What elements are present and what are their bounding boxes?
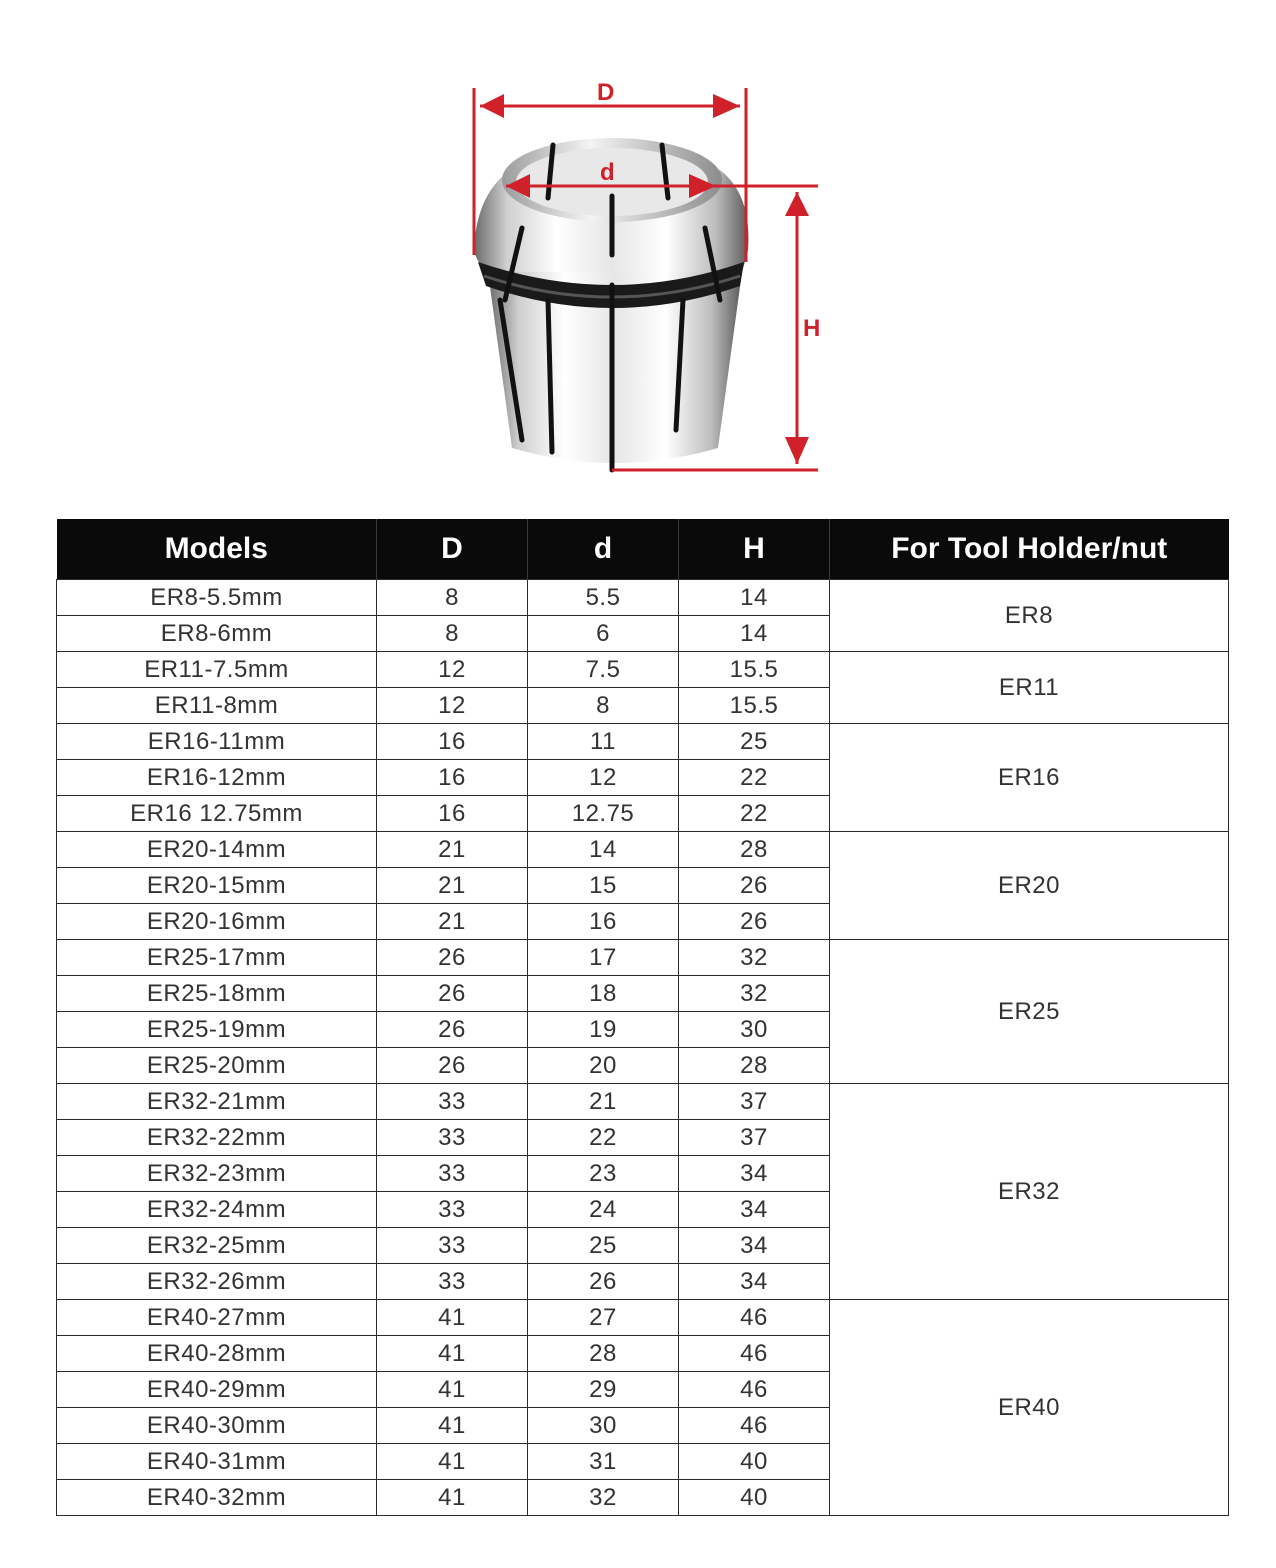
header-models: Models (57, 519, 377, 580)
tool-holder-cell: ER11 (830, 652, 1229, 724)
outer-diameter-cell: 41 (377, 1408, 528, 1444)
height-cell: 30 (679, 1012, 830, 1048)
inner-diameter-cell: 24 (528, 1192, 679, 1228)
model-cell: ER25-19mm (57, 1012, 377, 1048)
header-height: H (679, 519, 830, 580)
inner-diameter-cell: 28 (528, 1336, 679, 1372)
inner-diameter-cell: 6 (528, 616, 679, 652)
outer-diameter-cell: 21 (377, 832, 528, 868)
tool-holder-cell: ER25 (830, 940, 1229, 1084)
outer-diameter-cell: 16 (377, 724, 528, 760)
outer-diameter-cell: 33 (377, 1228, 528, 1264)
outer-diameter-cell: 41 (377, 1372, 528, 1408)
outer-diameter-cell: 16 (377, 796, 528, 832)
height-cell: 37 (679, 1084, 830, 1120)
table-row (57, 1300, 1229, 1336)
model-cell: ER20-15mm (57, 868, 377, 904)
model-cell: ER20-16mm (57, 904, 377, 940)
height-cell: 34 (679, 1192, 830, 1228)
height-cell: 15.5 (679, 688, 830, 724)
inner-diameter-cell: 19 (528, 1012, 679, 1048)
inner-diameter-cell: 18 (528, 976, 679, 1012)
height-cell: 28 (679, 832, 830, 868)
model-cell: ER11-8mm (57, 688, 377, 724)
outer-diameter-cell: 41 (377, 1444, 528, 1480)
model-cell: ER32-22mm (57, 1120, 377, 1156)
inner-diameter-cell: 11 (528, 724, 679, 760)
outer-diameter-cell: 12 (377, 652, 528, 688)
collet-image (474, 138, 748, 470)
height-cell: 40 (679, 1480, 830, 1516)
inner-diameter-cell: 17 (528, 940, 679, 976)
height-cell: 46 (679, 1336, 830, 1372)
model-cell: ER40-28mm (57, 1336, 377, 1372)
model-cell: ER20-14mm (57, 832, 377, 868)
model-cell: ER32-21mm (57, 1084, 377, 1120)
tool-holder-cell: ER32 (830, 1084, 1229, 1300)
model-cell: ER11-7.5mm (57, 652, 377, 688)
height-cell: 14 (679, 616, 830, 652)
inner-diameter-cell: 31 (528, 1444, 679, 1480)
outer-diameter-cell: 26 (377, 1048, 528, 1084)
collet-spec-table (56, 519, 1229, 1516)
inner-diameter-cell: 26 (528, 1264, 679, 1300)
inner-diameter-cell: 27 (528, 1300, 679, 1336)
height-cell: 40 (679, 1444, 830, 1480)
outer-diameter-cell: 33 (377, 1156, 528, 1192)
table-header-row (57, 519, 1229, 580)
inner-diameter-cell: 25 (528, 1228, 679, 1264)
tool-holder-cell: ER16 (830, 724, 1229, 832)
table-row (57, 1084, 1229, 1120)
table-row (57, 652, 1229, 688)
model-cell: ER40-30mm (57, 1408, 377, 1444)
tool-holder-cell: ER20 (830, 832, 1229, 940)
height-cell: 34 (679, 1156, 830, 1192)
model-cell: ER16-11mm (57, 724, 377, 760)
height-cell: 46 (679, 1408, 830, 1444)
table-body (57, 580, 1229, 1516)
inner-diameter-cell: 12 (528, 760, 679, 796)
height-cell: 26 (679, 868, 830, 904)
height-cell: 14 (679, 580, 830, 616)
model-cell: ER32-25mm (57, 1228, 377, 1264)
outer-diameter-cell: 41 (377, 1336, 528, 1372)
inner-diameter-cell: 32 (528, 1480, 679, 1516)
inner-diameter-cell: 21 (528, 1084, 679, 1120)
inner-diameter-cell: 7.5 (528, 652, 679, 688)
header-outer-diameter: D (377, 519, 528, 580)
outer-diameter-cell: 26 (377, 940, 528, 976)
collet-diagram (0, 0, 1276, 500)
outer-diameter-cell: 41 (377, 1300, 528, 1336)
dimension-label-H: H (803, 315, 821, 342)
header-tool-holder: For Tool Holder/nut (830, 519, 1229, 580)
outer-diameter-cell: 21 (377, 904, 528, 940)
height-cell: 22 (679, 796, 830, 832)
model-cell: ER16-12mm (57, 760, 377, 796)
inner-diameter-cell: 8 (528, 688, 679, 724)
inner-diameter-cell: 29 (528, 1372, 679, 1408)
height-cell: 28 (679, 1048, 830, 1084)
dimension-label-d: d (600, 159, 615, 186)
inner-diameter-cell: 30 (528, 1408, 679, 1444)
outer-diameter-cell: 16 (377, 760, 528, 796)
model-cell: ER16 12.75mm (57, 796, 377, 832)
model-cell: ER32-24mm (57, 1192, 377, 1228)
table-row (57, 580, 1229, 616)
outer-diameter-cell: 33 (377, 1192, 528, 1228)
height-cell: 26 (679, 904, 830, 940)
height-cell: 46 (679, 1300, 830, 1336)
outer-diameter-cell: 8 (377, 616, 528, 652)
model-cell: ER25-20mm (57, 1048, 377, 1084)
model-cell: ER40-31mm (57, 1444, 377, 1480)
inner-diameter-cell: 5.5 (528, 580, 679, 616)
outer-diameter-cell: 26 (377, 976, 528, 1012)
height-cell: 46 (679, 1372, 830, 1408)
dimension-label-D: D (597, 79, 615, 106)
height-cell: 15.5 (679, 652, 830, 688)
height-cell: 34 (679, 1228, 830, 1264)
inner-diameter-cell: 15 (528, 868, 679, 904)
outer-diameter-cell: 8 (377, 580, 528, 616)
model-cell: ER8-6mm (57, 616, 377, 652)
model-cell: ER40-27mm (57, 1300, 377, 1336)
outer-diameter-cell: 21 (377, 868, 528, 904)
height-cell: 32 (679, 976, 830, 1012)
outer-diameter-cell: 26 (377, 1012, 528, 1048)
outer-diameter-cell: 33 (377, 1084, 528, 1120)
height-cell: 34 (679, 1264, 830, 1300)
tool-holder-cell: ER8 (830, 580, 1229, 652)
header-inner-diameter: d (528, 519, 679, 580)
inner-diameter-cell: 22 (528, 1120, 679, 1156)
inner-diameter-cell: 23 (528, 1156, 679, 1192)
model-cell: ER25-18mm (57, 976, 377, 1012)
height-cell: 25 (679, 724, 830, 760)
outer-diameter-cell: 33 (377, 1264, 528, 1300)
outer-diameter-cell: 33 (377, 1120, 528, 1156)
tool-holder-cell: ER40 (830, 1300, 1229, 1516)
height-cell: 22 (679, 760, 830, 796)
height-cell: 37 (679, 1120, 830, 1156)
model-cell: ER8-5.5mm (57, 580, 377, 616)
inner-diameter-cell: 12.75 (528, 796, 679, 832)
table-row (57, 832, 1229, 868)
table-row (57, 940, 1229, 976)
height-cell: 32 (679, 940, 830, 976)
outer-diameter-cell: 41 (377, 1480, 528, 1516)
model-cell: ER32-26mm (57, 1264, 377, 1300)
outer-diameter-cell: 12 (377, 688, 528, 724)
model-cell: ER25-17mm (57, 940, 377, 976)
inner-diameter-cell: 16 (528, 904, 679, 940)
model-cell: ER40-32mm (57, 1480, 377, 1516)
inner-diameter-cell: 14 (528, 832, 679, 868)
model-cell: ER32-23mm (57, 1156, 377, 1192)
inner-diameter-cell: 20 (528, 1048, 679, 1084)
model-cell: ER40-29mm (57, 1372, 377, 1408)
table-row (57, 724, 1229, 760)
